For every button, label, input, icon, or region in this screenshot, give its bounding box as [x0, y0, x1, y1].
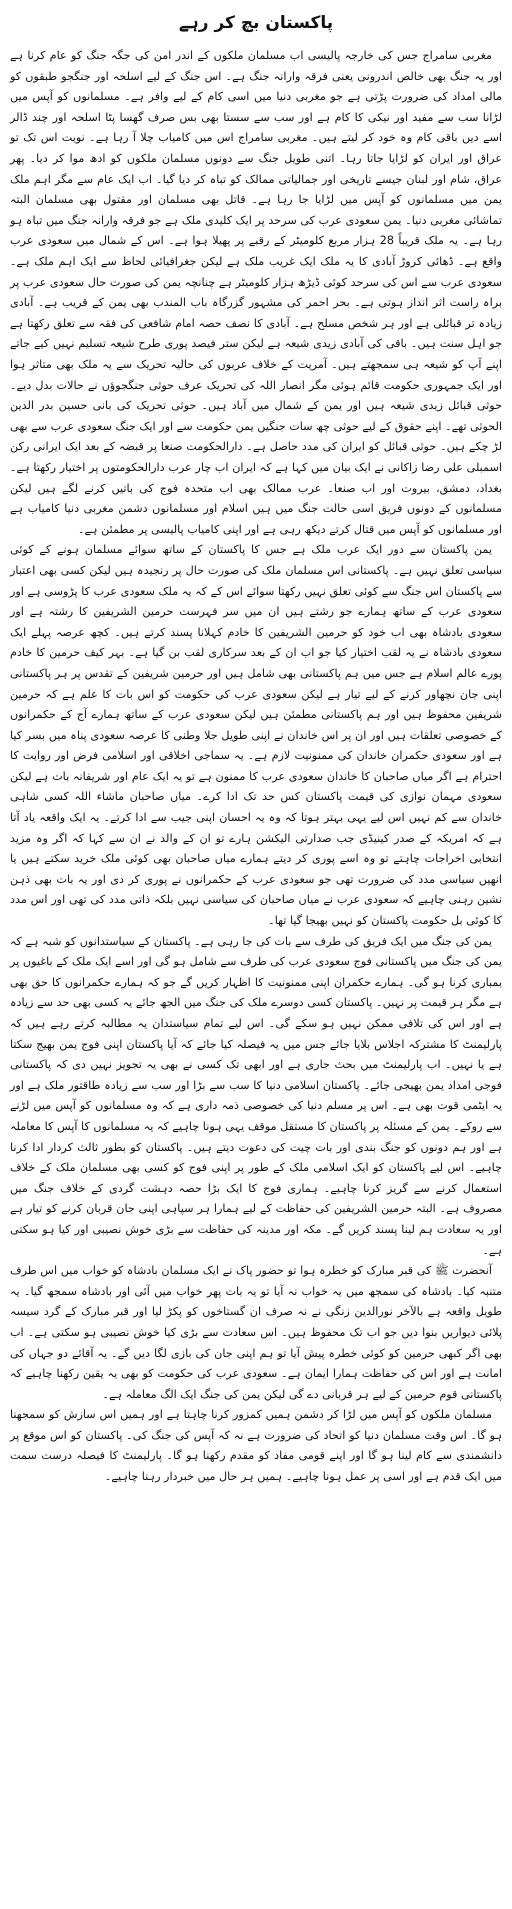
headline: پاکستان بچ کر رہے	[178, 13, 334, 33]
article-paragraph-4: آنحضرت ﷺ کی قبر مبارک کو خطرہ ہوا تو حضور پاک نے ایک مسلمان بادشاہ کو خواب میں اس طرف متنبہ کیا۔ بادشاہ کی سمجھ میں یہ خواب نہ آیا تو یہ بات پھر خواب میں آئی اور بادشاہ سمجھ گیا۔ یہ طویل واقعہ ہے بالآخر نورالدین زنگی نے نہ صرف ان گستاخوں کو پکڑ لیا اور قبر مبارک کے گرد سیسہ پلائی دیواریں بنوا دیں جو اب تک محفوظ ہیں۔ اس سعادت سے بڑی کیا خوش نصیبی ہو سکتی ہے۔ اب بھی اگر کبھی حرمین کو کوئی خطرہ پیش آیا تو ہم اپنی جان کی بازی لگا دیں گے۔ یہ آقائے دو جہاں کی امانت ہے اور اس کی حفاظت ہمارا ایمان ہے۔ سعودی عرب کی حکومت کو بھی یہ یقین رکھنا چاہیے کہ پاکستانی قوم حرمین کے لیے ہر قربانی دے گی لیکن یمن کی جنگ ایک الگ معاملہ ہے۔	[10, 1264, 502, 1401]
article-body	[10, 46, 502, 1488]
headline-container	[10, 12, 502, 34]
article-paragraph-1: مغربی سامراج جس کی خارجہ پالیسی اب مسلمان ملکوں کے اندر امن کی جگہ جنگ کو عام کرنا ہے اور یہ جنگ بھی خالص اندرونی یعنی فرقہ وارانہ جنگ ہے۔ اس جنگ کے لیے اسلحہ اور جنگجو طبقوں کو مالی امداد کی ضرورت پڑتی ہے جو مغربی دنیا میں اسی کام کے لیے وافر ہے۔ مسلمانوں کو آپس میں لڑانا سب سے مفید اور نیکی کا کام ہے اور سب سے سستا بھی بس صرف گھسا پٹا اسلحہ اور چند ڈالر اسے دیں باقی کام وہ خود کر لیتے ہیں۔ مغربی سامراج اس میں کامیاب چلا آ رہا ہے۔ نوبت اس تک تو عراق اور ایران کو لڑایا جاتا رہا۔ اتنی طویل جنگ سے دونوں مسلمان ملکوں کو ادھ موا کر دیا۔ پھر عراق، شام اور لبنان جیسے تاریخی اور جمالیاتی ممالک کو تباہ کر دیا گیا۔ اب ایک عام سے مگر اہم ملک یمن میں مسلمانوں کو آپس میں لڑایا جا رہا ہے۔ قاتل بھی مسلمان اور مقتول بھی مسلمان البتہ تماشائی مغربی دنیا۔ یمن سعودی عرب کی سرحد پر ایک کلیدی ملک ہے جو فرقہ وارانہ جنگ میں تباہ ہو رہا ہے۔ یہ ملک قریباً 28 ہزار مربع کلومیٹر کے رقبے پر پھیلا ہوا ہے۔ اس کے شمال میں سعودی عرب واقع ہے۔ ڈھائی کروڑ آبادی کا یہ ملک ایک غریب ملک ہے لیکن جغرافیائی لحاظ سے ایک اہم ملک ہے۔ سعودی عرب سے اس کی سرحد کوئی ڈیڑھ ہزار کلومیٹر ہے چنانچہ یمن کی صورت حال سعودی عرب پر براہ راست اثر انداز ہوتی ہے۔ بحر احمر کی مشہور گزرگاہ باب المندب بھی یمن کے قریب ہے۔ آبادی زیادہ تر قبائلی ہے اور ہر شخص مسلح ہے۔ آبادی کا نصف حصہ امام شافعی کی فقہ سے تعلق رکھتا ہے جو اہل سنت ہیں۔ باقی کی آبادی زیدی شیعہ ہے لیکن ستر فیصد پوری طرح شیعہ تسلیم نہیں کیے جاتے اپنے آپ کو شیعہ ہی سمجھتے ہیں۔ آمریت کے خلاف عربوں کی حالیہ تحریک سے یہ ملک بھی متاثر ہوا اور ایک جمہوری حکومت قائم ہوئی مگر انصار اللہ کی تحریک عرف حوثی جنگجوؤں نے حالات بدل دیے۔ حوثی قبائل زیدی شیعہ ہیں اور یمن کے شمال میں آباد ہیں۔ حوثی تحریک کی بانی حسین بدر الدین الحوثی تھے۔ اپنے حقوق کے لیے حوثی چھ سات جنگیں یمن حکومت سے اور ایک جنگ سعودی عرب سے بھی لڑ چکے ہیں۔ حوثی قبائل کو ایران کی مدد حاصل ہے۔ دارالحکومت صنعا پر قبضہ کے بعد ایک ایرانی رکن اسمبلی علی رضا زاکانی نے ایک بیان میں کہا ہے کہ ایران اب چار عرب دارالحکومتوں پر اختیار رکھتا ہے۔ بغداد، دمشق، بیروت اور اب صنعا۔ عرب ممالک بھی اب متحدہ فوج کی باتیں کرنے لگے ہیں لیکن مسلمانوں کے دونوں فریق اسی حالت جنگ میں ہیں اسلام اور مسلمانوں دشمن مغربی دنیا کامیاب ہے اور مسلمانوں کو آپس میں قتال کرتے دیکھ رہی ہے اور اپنی کامیاب پالیسی پر مطمئن ہے۔	[10, 49, 502, 536]
article-paragraph-3: یمن کی جنگ میں ایک فریق کی طرف سے بات کی جا رہی ہے۔ پاکستان کے سیاستدانوں کو شبہ ہے کہ یمن کی جنگ میں پاکستانی فوج سعودی عرب کی طرف سے شامل ہو گی اور اسے ایک ملک کے باغیوں پر بمباری کرنا ہو گی۔ ہمارے حکمران اپنی ممنونیت کا اظہار کریں گے جو کہ ہمارے حکمرانوں کا حق بھی ہے مگر ہر قیمت پر نہیں۔ پاکستان کسی دوسرے ملک کی جنگ میں الجھ جائے یہ کسی بھی حد سے زیادہ ہے اور اس کی تلافی ممکن نہیں ہو سکے گی۔ اس لیے تمام سیاستدان یہ مطالبہ کرتے رہے ہیں کہ پارلیمنٹ کا مشترکہ اجلاس بلایا جائے جس میں یہ فیصلہ کیا جائے کہ آیا پاکستان اپنی فوج یمن بھیج سکتا ہے یا نہیں۔ اب پارلیمنٹ میں بحث جاری ہے اور ابھی تک کسی نے بھی یہ تجویز نہیں دی کہ پاکستانی فوجی امداد یمن بھیجی جائے۔ پاکستان اسلامی دنیا کا سب سے بڑا اور سب سے زیادہ طاقتور ملک ہے اور یہ ایٹمی قوت بھی ہے۔ اس پر مسلم دنیا کی خصوصی ذمہ داری ہے کہ وہ مسلمانوں کو آپس میں لڑنے سے روکے۔ یمن کے مسئلہ پر پاکستان کا مستقل موقف یہی ہونا چاہیے کہ یہ مسلمانوں کا آپس کا معاملہ ہے اور ہم دونوں کو جنگ بندی اور بات چیت کی دعوت دیتے ہیں۔ پاکستان کو بطور ثالث کردار ادا کرنا چاہیے۔ اس لیے پاکستان کو ایک اسلامی ملک کے طور پر اپنی فوج کو کسی بھی مسلمان ملک کے خلاف استعمال کرنے سے گریز کرنا چاہیے۔ ہماری فوج کا ایک بڑا حصہ دہشت گردی کے خلاف جنگ میں مصروف ہے۔ البتہ حرمین الشریفین کی حفاظت کے لیے ہمارا ہر سپاہی اپنی جان قربان کرنے کو تیار ہے اور یہ سعادت ہم لینا پسند کریں گے۔ مکہ اور مدینہ کی حفاظت سے بڑی خوش نصیبی اور کیا ہو سکتی ہے۔	[10, 934, 502, 1257]
article-paragraph-2: یمن پاکستان سے دور ایک عرب ملک ہے جس کا پاکستان کے ساتھ سوائے مسلمان ہونے کے کوئی سیاسی تعلق نہیں ہے۔ پاکستانی اس مسلمان ملک کی صورت حال پر رنجیدہ ہیں لیکن کسی بھی اعتبار سے پاکستان اس جنگ سے کوئی تعلق نہیں رکھتا سوائے اس کے کہ یہ ملک سعودی عرب کا پڑوسی ہے اور سعودی عرب کے ساتھ ہمارے جو رشتے ہیں ان میں سر فہرست حرمین الشریفین کا رشتہ ہے اور سعودی بادشاہ بھی اب خود کو حرمین الشریفین کا خادم کہلانا پسند کرتے ہیں۔ کچھ عرصہ پہلے ایک سعودی بادشاہ نے یہ لقب اختیار کیا جو اب ان کے بعد سرکاری لقب بن گیا ہے۔ بہر کیف حرمین کا خادم پورے عالم اسلام ہے جس میں ہم پاکستانی بھی شامل ہیں اور حرمین شریفین کے تقدس پر ہر پاکستانی اپنی جان نچھاور کرنے کے لیے تیار ہے لیکن سعودی عرب کی حکومت کو اس بات کا علم ہے کہ حرمین شریفین محفوظ ہیں اور ہم پاکستانی مطمئن ہیں لیکن سعودی عرب کے ساتھ ہمارے آج کے حکمرانوں کے خصوصی تعلقات ہیں اور ان پر اس خاندان نے اپنی طویل جلا وطنی کا عرصہ سعودی پناہ میں بسر کیا ہے اور سعودی حکمران خاندان کی ممنونیت لازم ہے۔ یہ سماجی اخلاقی اور اسلامی فرض اور روایت کا احترام ہے اگر میاں صاحبان کا خاندان سعودی عرب کا ممنون ہے تو یہ ایک عام اور شریفانہ بات ہے لیکن سعودی مہمان نوازی کی قیمت پاکستان کس حد تک ادا کرے۔ میاں صاحبان ماشاء اللہ کسی شاہی خاندان سے کم نہیں اس لیے یہی بہتر ہوتا کہ وہ یہ احسان اپنی جیب سے ادا کرتے۔ یہ ایک واقعہ یاد آتا ہے کہ امریکہ کے صدر کینیڈی جب صدارتی الیکشن ہارے تو ان کے والد نے ان سے کہا کہ اگر وہ مزید انتخابی اخراجات چاہتے تو وہ اسے پوری کر دیتے ہمارے میاں صاحبان بھی کوئی ملک خرید سکتے ہیں یا انھیں سیاسی مدد کی ضرورت تھی جو سعودی عرب کے حکمرانوں نے پوری کر دی اور یہ بات بھی ذہن نشین رہنی چاہیے کہ سعودی عرب نے میاں صاحبان کی سیاسی نہیں بلکہ ذاتی مدد کی تھی اور اس مدد کا کوئی بل حکومت پاکستان کو نہیں بھیجا گیا تھا۔	[10, 543, 502, 928]
article-paragraph-5: مسلمان ملکوں کو آپس میں لڑا کر دشمن ہمیں کمزور کرنا چاہتا ہے اور ہمیں اس سازش کو سمجھنا ہو گا۔ اس وقت مسلمان دنیا کو اتحاد کی ضرورت ہے نہ کہ آپس کی جنگ کی۔ پاکستان کو اس موقع پر دانشمندی سے کام لینا ہو گا اور اپنے قومی مفاد کو مقدم رکھنا ہو گا۔ پارلیمنٹ کا فیصلہ درست سمت میں ایک قدم ہے اور اسی پر عمل ہونا چاہیے۔ ہمیں ہر حال میں خبردار رہنا چاہیے۔	[10, 1408, 502, 1484]
